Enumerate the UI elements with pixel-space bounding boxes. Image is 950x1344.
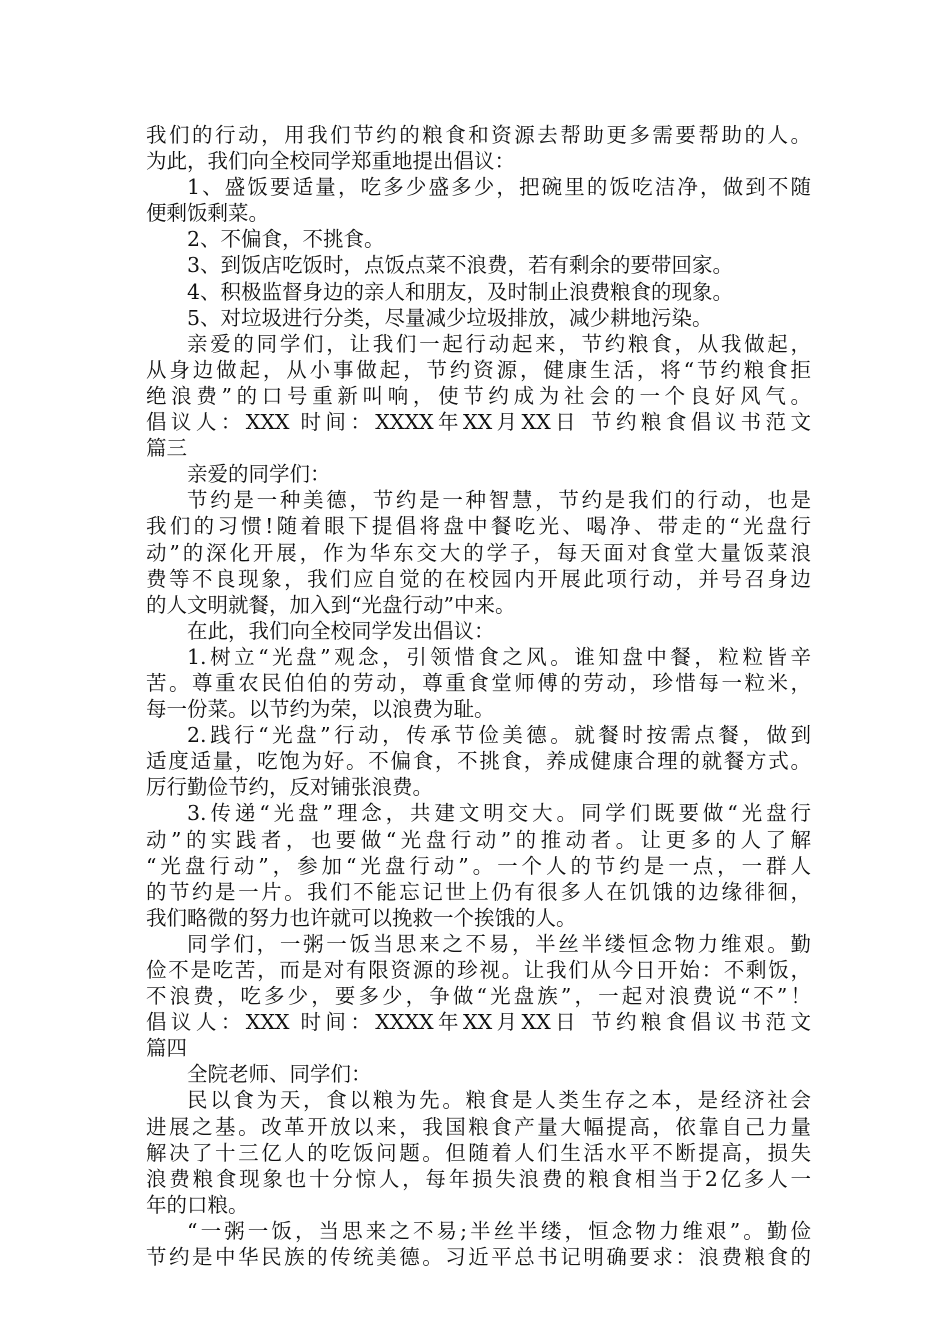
document-line: 浪费粮食现象也十分惊人，每年损失浪费的粮食相当于2亿多人一 [146,1166,811,1191]
document-line: “一粥一饭，当思来之不易;半丝半缕，恒念物力维艰”。勤俭 [187,1218,811,1243]
document-line: 4、积极监督身边的亲人和朋友，及时制止浪费粮食的现象。 [187,279,734,304]
document-line: 2.践行“光盘”行动，传承节俭美德。就餐时按需点餐，做到 [187,723,811,748]
document-line: 节约是中华民族的传统美德。习近平总书记明确要求：浪费粮食的 [146,1245,811,1270]
document-line: 我们的行动，用我们节约的粮食和资源去帮助更多需要帮助的人。 [146,123,811,147]
document-line: 在此，我们向全校同学发出倡议： [187,618,495,643]
document-line: 1.树立“光盘”观念，引领惜食之风。谁知盘中餐，粒粒皆辛 [187,644,811,669]
document-line: 民以食为天，食以粮为先。粮食是人类生存之本，是经济社会 [187,1088,811,1113]
document-line: 同学们，一粥一饭当思来之不易，半丝半缕恒念物力维艰。勤 [187,931,811,956]
document-line: 进展之基。改革开放以来，我国粮食产量大幅提高，依靠自己力量 [146,1114,811,1139]
document-line: 倡议人：XXX 时间：XXXX年XX月XX日 节约粮食倡议书范文 [146,410,811,435]
document-line: 绝浪费”的口号重新叫响，使节约成为社会的一个良好风气。 [146,383,811,408]
document-line: 亲爱的同学们，让我们一起行动起来，节约粮食，从我做起， [187,331,811,356]
document-line: 篇三 [146,436,187,461]
document-line: 的节约是一片。我们不能忘记世上仍有很多人在饥饿的边缘徘徊， [146,879,811,904]
document-line: 年的口粮。 [146,1192,249,1217]
document-line: 从身边做起，从小事做起，节约资源，健康生活，将“节约粮食拒 [146,357,811,382]
document-line: 3.传递“光盘”理念，共建文明交大。同学们既要做“光盘行 [187,801,811,826]
document-line: 1、盛饭要适量，吃多少盛多少，把碗里的饭吃洁净，做到不随 [187,175,811,200]
document-line: 的人文明就餐，加入到“光盘行动”中来。 [146,592,516,617]
document-line: 便剩饭剩菜。 [146,201,269,226]
document-line: 2、不偏食，不挑食。 [187,227,385,252]
document-line: 我们的习惯!随着眼下提倡将盘中餐吃光、喝净、带走的“光盘行 [146,514,811,539]
document-line: 解决了十三亿人的吃饭问题。但随着人们生活水平不断提高，损失 [146,1140,811,1165]
document-line: 篇四 [146,1036,187,1061]
document-line: 费等不良现象，我们应自觉的在校园内开展此项行动，并号召身边 [146,566,811,591]
document-line: 适度适量，吃饱为好。不偏食，不挑食，养成健康合理的就餐方式。 [146,749,811,774]
document-line: 3、到饭店吃饭时，点饭点菜不浪费，若有剩余的要带回家。 [187,253,734,278]
document-line: 节约是一种美德，节约是一种智慧，节约是我们的行动，也是 [187,488,811,513]
document-line: 每一份菜。以节约为荣，以浪费为耻。 [146,697,495,722]
document-line: “光盘行动”，参加“光盘行动”。一个人的节约是一点，一群人 [146,853,811,878]
document-line: 亲爱的同学们： [187,462,331,487]
document-line: 动”的实践者，也要做“光盘行动”的推动者。让更多的人了解 [146,827,811,852]
document-line: 不浪费，吃多少，要多少，争做“光盘族”，一起对浪费说“不”！ [146,984,811,1009]
document-line: 俭不是吃苦，而是对有限资源的珍视。让我们从今日开始：不剩饭， [146,958,811,982]
document-line: 苦。尊重农民伯伯的劳动，尊重食堂师傅的劳动，珍惜每一粒米， [146,670,811,695]
document-line: 全院老师、同学们： [187,1062,372,1087]
document-line: 我们略微的努力也许就可以挽救一个挨饿的人。 [146,905,577,930]
document-line: 厉行勤俭节约，反对铺张浪费。 [146,775,433,800]
document-line: 5、对垃圾进行分类，尽量减少垃圾排放，减少耕地污染。 [187,305,713,330]
document-line: 动”的深化开展，作为华东交大的学子，每天面对食堂大量饭菜浪 [146,540,811,565]
document-line: 倡议人：XXX 时间：XXXX年XX月XX日 节约粮食倡议书范文 [146,1010,811,1035]
document-line: 为此，我们向全校同学郑重地提出倡议： [146,149,515,174]
document-page [146,122,811,1270]
